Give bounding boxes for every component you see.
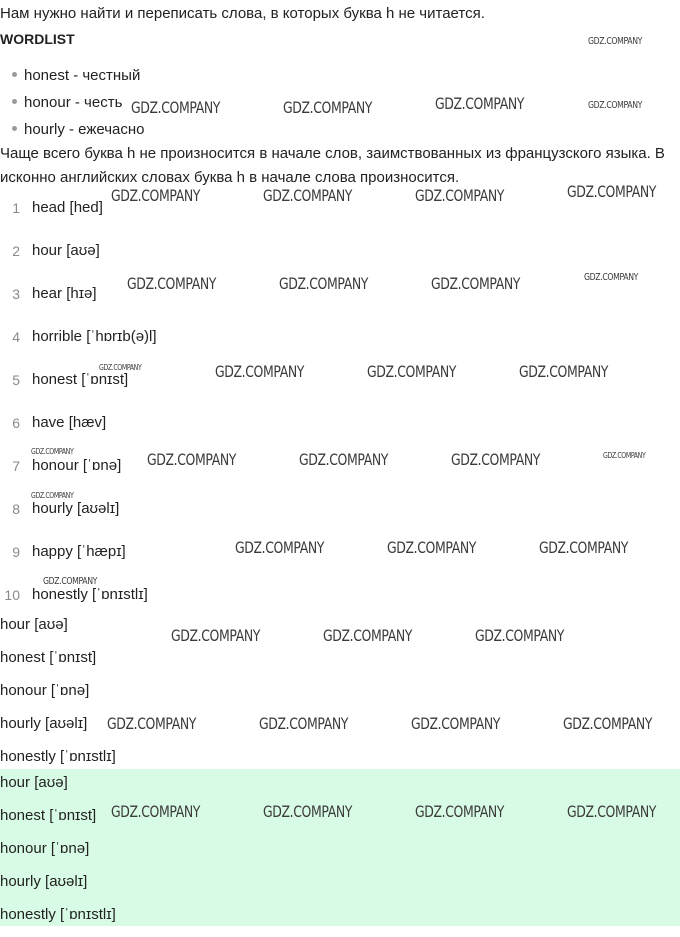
- item-number: 10: [4, 587, 20, 603]
- watermark: GDZ.COMPANY: [415, 186, 505, 205]
- watermark: GDZ.COMPANY: [235, 538, 325, 557]
- item-word: horrible [ˈhɒrɪb(ə)l]: [32, 328, 157, 345]
- watermark: GDZ.COMPANY: [43, 576, 98, 587]
- item-word: hourly [aʊəlɪ]: [32, 500, 120, 517]
- watermark: GDZ.COMPANY: [171, 626, 261, 645]
- selected-item: honest [ˈɒnɪst]: [0, 649, 97, 666]
- watermark: GDZ.COMPANY: [567, 802, 657, 821]
- watermark: GDZ.COMPANY: [411, 714, 501, 733]
- watermark: GDZ.COMPANY: [415, 802, 505, 821]
- watermark: GDZ.COMPANY: [147, 450, 237, 469]
- item-number: 6: [12, 415, 20, 431]
- answer-item: honour [ˈɒnə]: [0, 840, 90, 857]
- item-word: have [hæv]: [32, 414, 107, 431]
- watermark: GDZ.COMPANY: [519, 362, 609, 381]
- wordlist-title: WORDLIST: [0, 31, 75, 47]
- item-word: honour [ˈɒnə]: [32, 457, 122, 474]
- wordlist: [12, 65, 145, 146]
- watermark: GDZ.COMPANY: [475, 626, 565, 645]
- bullet-icon: [12, 99, 17, 104]
- answer-item: hour [aʊə]: [0, 774, 68, 791]
- watermark: GDZ.COMPANY: [279, 274, 369, 293]
- item-number: 8: [12, 501, 20, 517]
- item-word: honest [ˈɒnɪst]: [32, 371, 129, 388]
- selected-word-list: [0, 614, 116, 779]
- watermark: GDZ.COMPANY: [107, 714, 197, 733]
- item-word: hear [hɪə]: [32, 285, 97, 302]
- item-word: head [hed]: [32, 199, 103, 216]
- answer-box: [0, 769, 680, 926]
- item-number: 4: [12, 329, 20, 345]
- answer-item: honest [ˈɒnɪst]: [0, 807, 97, 824]
- wordlist-item: honest - честный: [12, 65, 145, 92]
- intro-text: Нам нужно найти и переписать слова, в которых буква h не читается.: [0, 5, 485, 22]
- wordlist-item: honour - честь: [12, 92, 145, 119]
- watermark: GDZ.COMPANY: [588, 100, 643, 111]
- bullet-icon: [12, 72, 17, 77]
- answer-item: honestly [ˈɒnɪstlɪ]: [0, 906, 116, 923]
- item-word: honestly [ˈɒnɪstlɪ]: [32, 586, 148, 603]
- watermark: GDZ.COMPANY: [111, 186, 201, 205]
- watermark: GDZ.COMPANY: [31, 491, 74, 500]
- answer-list: [0, 772, 116, 937]
- watermark: GDZ.COMPANY: [299, 450, 389, 469]
- item-word: happy [ˈhæpɪ]: [32, 543, 126, 560]
- item-number: 7: [12, 458, 20, 474]
- watermark: GDZ.COMPANY: [563, 714, 653, 733]
- selected-item: hourly [aʊəlɪ]: [0, 715, 88, 732]
- watermark: GDZ.COMPANY: [323, 626, 413, 645]
- item-number: 1: [12, 200, 20, 216]
- item-number: 3: [12, 286, 20, 302]
- item-number: 2: [12, 243, 20, 259]
- answer-item: hourly [aʊəlɪ]: [0, 873, 88, 890]
- item-number: 5: [12, 372, 20, 388]
- watermark: GDZ.COMPANY: [263, 802, 353, 821]
- watermark: GDZ.COMPANY: [31, 447, 74, 456]
- watermark: GDZ.COMPANY: [451, 450, 541, 469]
- watermark: GDZ.COMPANY: [127, 274, 217, 293]
- item-word: hour [aʊə]: [32, 242, 100, 259]
- selected-item: hour [aʊə]: [0, 616, 68, 633]
- explanation-text: Чаще всего буква h не произносится в начале слов, заимствованных из французского языка. В исконно английских словах буква h в начале слова произносится.: [0, 145, 665, 186]
- watermark: GDZ.COMPANY: [215, 362, 305, 381]
- watermark: GDZ.COMPANY: [263, 186, 353, 205]
- item-number: 9: [12, 544, 20, 560]
- selected-item: honour [ˈɒnə]: [0, 682, 90, 699]
- watermark: GDZ.COMPANY: [259, 714, 349, 733]
- bullet-icon: [12, 126, 17, 131]
- watermark: GDZ.COMPANY: [131, 98, 221, 117]
- wordlist-item: hourly - ежечасно: [12, 119, 145, 146]
- watermark: GDZ.COMPANY: [283, 98, 373, 117]
- watermark: GDZ.COMPANY: [567, 182, 657, 201]
- watermark: GDZ.COMPANY: [431, 274, 521, 293]
- watermark: GDZ.COMPANY: [435, 94, 525, 113]
- selected-item: honestly [ˈɒnɪstlɪ]: [0, 748, 116, 765]
- watermark: GDZ.COMPANY: [588, 36, 643, 47]
- watermark: GDZ.COMPANY: [99, 363, 142, 372]
- watermark: GDZ.COMPANY: [603, 451, 646, 460]
- watermark: GDZ.COMPANY: [539, 538, 629, 557]
- watermark: GDZ.COMPANY: [111, 802, 201, 821]
- watermark: GDZ.COMPANY: [584, 272, 639, 283]
- watermark: GDZ.COMPANY: [367, 362, 457, 381]
- watermark: GDZ.COMPANY: [387, 538, 477, 557]
